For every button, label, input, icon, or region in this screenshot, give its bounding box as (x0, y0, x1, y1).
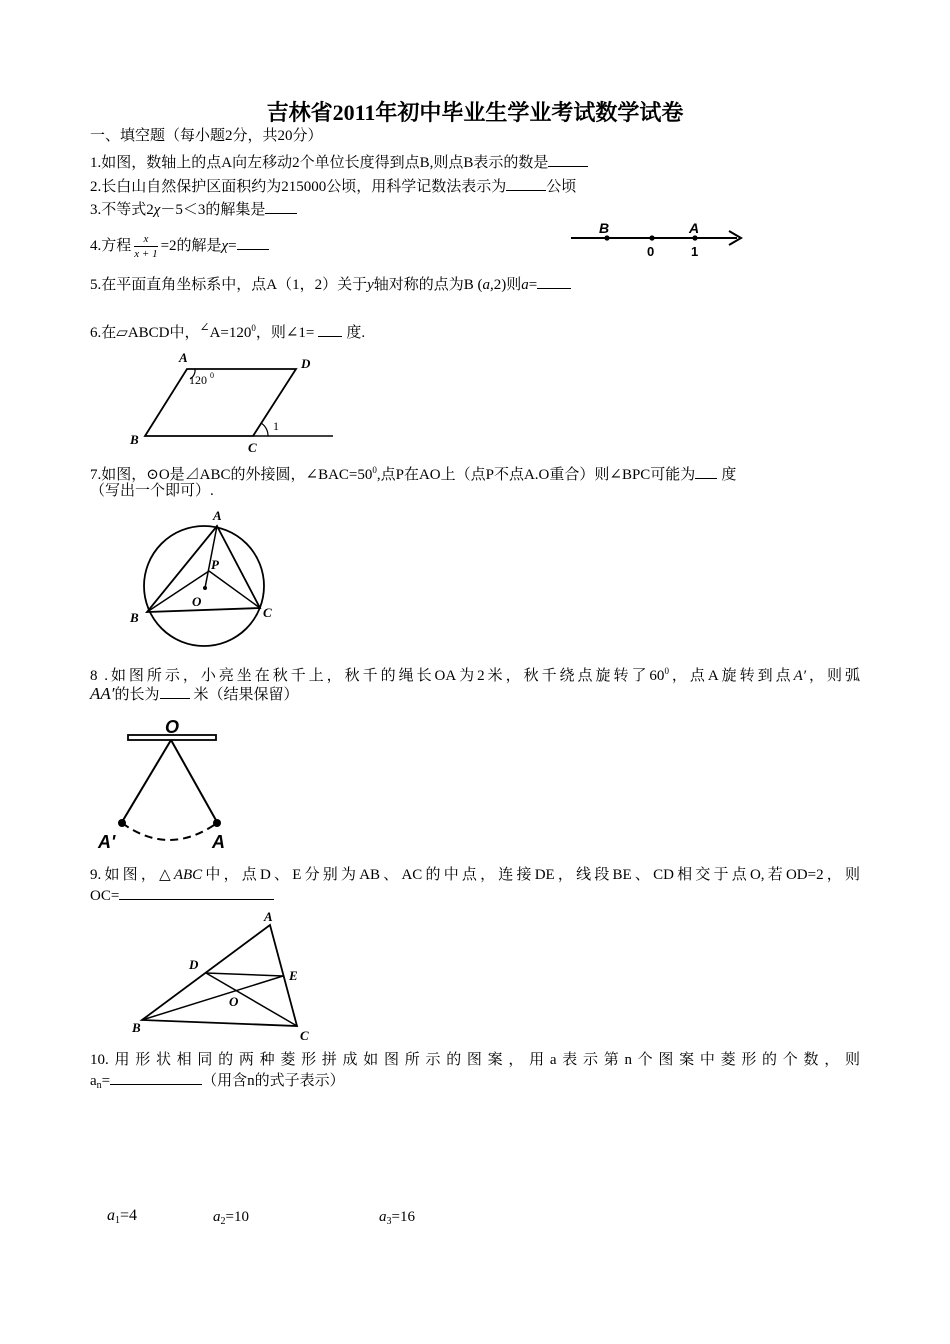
question-5-text-2: 轴对称的点为B ( (373, 277, 483, 293)
triangle-abc-text: △ABC (159, 867, 203, 883)
degree-mark: 0 (664, 666, 669, 676)
equals-sign: = (528, 277, 538, 293)
degree-mark: 0 (372, 465, 377, 475)
label-one: 1 (691, 244, 699, 259)
answer-blank-5[interactable] (537, 274, 571, 289)
label-c: C (248, 440, 257, 455)
question-2 (90, 176, 576, 197)
question-8-text: 8 .如图所示，小亮坐在秋千上，秋千的绳长OA为2米，秋千绕点旋转了60 (90, 668, 665, 684)
question-4 (90, 232, 269, 261)
label-b: B (132, 1020, 141, 1035)
label-c: C (300, 1028, 309, 1043)
angle-degree-mark: 0 (210, 371, 214, 380)
label-o: O (165, 717, 180, 737)
pattern-label-1 (107, 1206, 137, 1231)
question-2-unit: 公顷 (546, 179, 577, 195)
question-5-text: 5.在平面直角坐标系中，点A（1，2）关于 (90, 277, 368, 293)
label-zero: 0 (647, 244, 655, 259)
question-4-text-2: =2的解是 (160, 238, 222, 254)
circumcircle-figure (125, 503, 285, 653)
pattern-label-2 (213, 1207, 249, 1232)
label-b: B (130, 432, 139, 447)
question-3-text-2: －5＜3的解集是 (160, 202, 266, 218)
label-o: O (192, 594, 202, 609)
point-a-prime: A′ (793, 668, 807, 684)
label-p: P (211, 557, 219, 572)
number-line-figure (565, 218, 750, 260)
question-8-line-2 (90, 684, 299, 705)
question-8-text-4: 的长为 (114, 687, 160, 703)
question-6 (90, 317, 365, 343)
page-title: 吉林省2011年初中毕业生学业考试数学试卷 (266, 100, 684, 125)
question-7-text-2: ,点P在AO上（点P不点A.O重合）则∠BPC可能为 (376, 467, 696, 483)
label-b: B (599, 220, 610, 236)
parallelogram-figure (120, 346, 345, 456)
question-10-text-2: （用含n的式子表示） (202, 1073, 345, 1089)
rope-oa (171, 740, 217, 822)
answer-blank-1[interactable] (548, 152, 588, 167)
question-1 (90, 152, 588, 173)
pattern-label-3 (379, 1207, 415, 1232)
question-8-text-5: 米（结果保留） (193, 687, 299, 703)
label-a-prime: A' (98, 832, 116, 852)
subscript: 3 (386, 1216, 392, 1227)
angle-1-label: 1 (273, 419, 279, 433)
pattern-value: =10 (225, 1209, 249, 1225)
question-3-text: 3.不等式2 (90, 202, 154, 218)
variable-x: χ (221, 238, 229, 254)
label-a: A (212, 832, 225, 852)
answer-blank-9[interactable] (119, 885, 274, 900)
question-9-text-3: OC= (90, 888, 120, 904)
question-6-text-3: A=120 (209, 325, 252, 341)
point-zero-dot (649, 235, 654, 240)
variable-a: a (379, 1209, 387, 1225)
variable-a: a (90, 1073, 97, 1089)
swing-arc (122, 823, 217, 840)
question-10: 10.用形状相同的两种菱形拼成如图所示的图案，用a表示第n个图案中菱形的个数，则 (90, 1052, 860, 1068)
question-8-text-2: ，点A旋转到点 (668, 668, 794, 684)
question-5-text-3: ,2)则 (490, 277, 522, 293)
question-8 (90, 661, 860, 686)
pattern-value: =4 (120, 1207, 138, 1224)
question-6-text-4: ，则∠1= (255, 325, 315, 341)
variable-x: χ (153, 202, 161, 218)
answer-blank-6[interactable] (318, 322, 342, 337)
question-9-text: 9.如图， (90, 867, 160, 883)
variable-y: y (367, 277, 374, 293)
question-9-line-2 (90, 885, 274, 906)
angle-symbol: ∠ (199, 320, 210, 334)
point-b-dot (604, 235, 609, 240)
subscript: 2 (220, 1216, 226, 1227)
answer-blank-2[interactable] (506, 176, 546, 191)
question-7-text-3: 度 (721, 467, 737, 483)
circle-o (144, 526, 264, 646)
answer-blank-8[interactable] (160, 684, 190, 699)
label-a: A (689, 220, 700, 236)
label-d: D (189, 957, 199, 972)
label-a: A (264, 909, 273, 924)
fraction-denominator: x + 1 (134, 248, 158, 261)
angle-1-arc (261, 423, 268, 436)
label-a: A (179, 350, 188, 365)
question-2-text: 2.长白山自然保护区面积约为215000公顷，用科学记数法表示为 (90, 179, 507, 195)
segment-de (206, 973, 283, 976)
pattern-value: =16 (391, 1209, 415, 1225)
question-7-line-2: （写出一个即可）. (90, 483, 214, 499)
label-e: E (289, 968, 298, 983)
triangle-figure (125, 906, 325, 1046)
answer-blank-10[interactable] (110, 1070, 202, 1085)
subscript: 1 (115, 1215, 120, 1226)
fraction-numerator: x (134, 232, 157, 247)
answer-blank-4[interactable] (237, 235, 269, 250)
label-c: C (263, 605, 272, 620)
center-dot (203, 586, 207, 590)
subscript-n: n (96, 1080, 102, 1091)
answer-blank-3[interactable] (265, 199, 297, 214)
question-9 (90, 865, 860, 885)
angle-120-label: 120 (189, 373, 207, 387)
question-3 (90, 199, 297, 220)
label-d: D (301, 356, 311, 371)
question-6-text: 6.在 (90, 325, 117, 341)
variable-a: a (482, 277, 491, 293)
label-a: A (213, 508, 222, 523)
equals-sign: = (228, 238, 237, 254)
label-o: O (229, 994, 239, 1009)
question-1-text: 1.如图，数轴上的点A向左移动2个单位长度得到点B,则点B表示的数是 (90, 155, 549, 171)
question-5 (90, 274, 571, 295)
degree-mark: 0 (251, 323, 256, 333)
equals-sign: = (101, 1073, 111, 1089)
question-9-text-2: 中，点D、E分别为AB、AC的中点，连接DE，线段BE、CD相交于点O,若OD=2，则 (202, 867, 860, 883)
fraction (134, 232, 157, 261)
segment-cd (206, 973, 297, 1026)
variable-a: a (107, 1207, 115, 1224)
segment-cp (209, 571, 260, 608)
triangle-abc (147, 526, 260, 612)
swing-figure (95, 712, 235, 854)
variable-a-2: a (521, 277, 529, 293)
point-a-dot (692, 235, 697, 240)
question-4-text: 4.方程 (90, 238, 132, 254)
arc-aa-prime: AA′ (90, 684, 115, 703)
question-7-text: 7.如图，⊙O是⊿ABC的外接圆，∠BAC=50 (90, 467, 373, 483)
parallelogram-symbol: ▱ (116, 325, 128, 341)
label-b: B (130, 610, 139, 625)
segment-be (142, 976, 283, 1020)
answer-blank-7[interactable] (695, 464, 717, 479)
variable-a: a (213, 1209, 221, 1225)
question-6-text-2: ABCD中， (127, 325, 200, 341)
question-8-text-3: ，则弧 (806, 668, 860, 684)
question-6-text-5: 度. (346, 325, 366, 341)
question-10-line-2 (90, 1070, 345, 1096)
section-heading: 一、填空题（每小题2分，共20分） (90, 128, 323, 144)
rope-oa-prime (122, 740, 171, 822)
